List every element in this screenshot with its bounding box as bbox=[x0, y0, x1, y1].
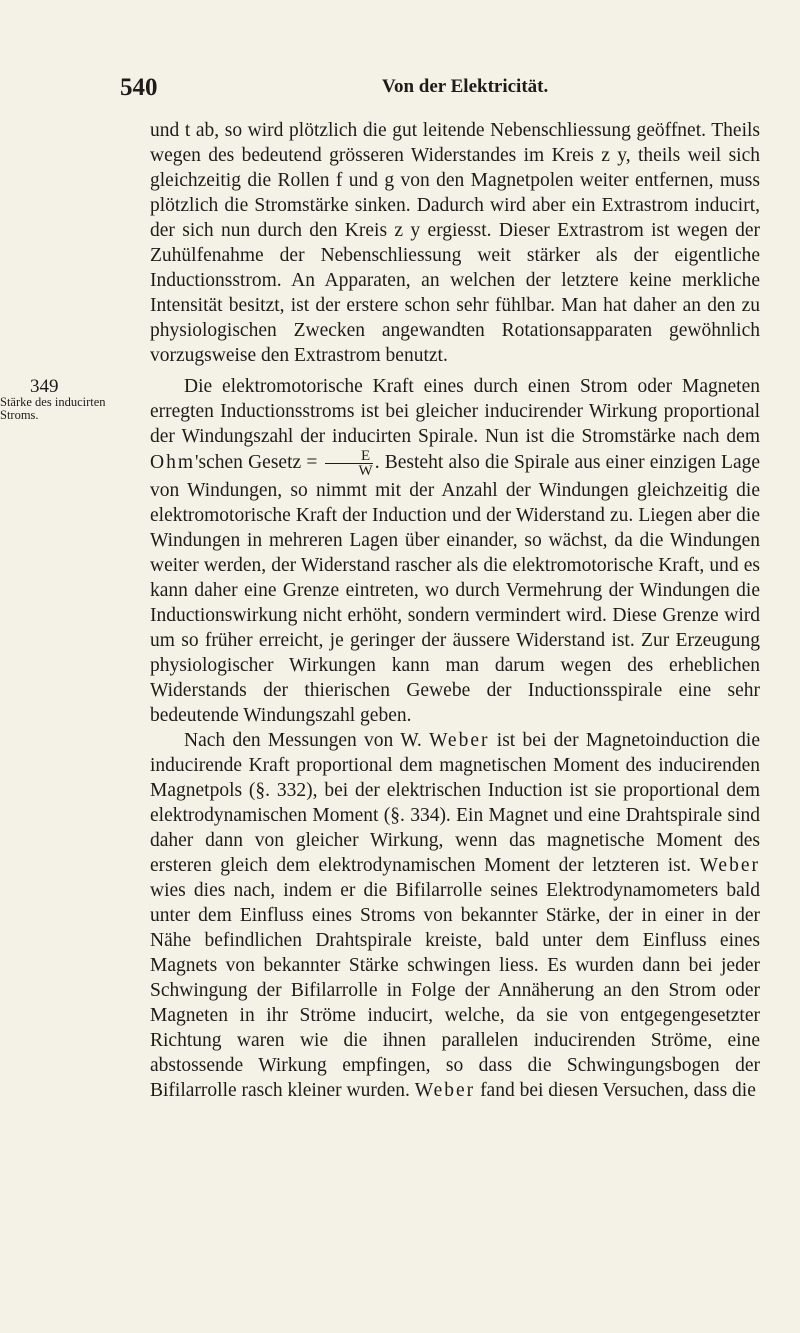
weber-text-3: wies dies nach, indem er die Bifilarrolle seines Elektrodynamometers bald unter dem Einfluss eines Stroms von bekannter Stärke, der in einer in der Nähe befindlichen Drahtspirale kreiste, bald unter dem Einfluss eines Magnets von bekannter Stärke schwingen liess. Es wurden dann bei jeder Schwingung der Bifilarrolle in Folge der Annäherung an den Strom oder Magneten in ihr Ströme inducirt, welche, da sie von entgegengesetzter Richtung waren wie die ihnen parallelen inducirenden Ströme, eine abstossende Wirkung empfingen, so dass die Schwingungsbogen der Bifilarrolle rasch kleiner wurden. bbox=[150, 880, 760, 1101]
paragraph-weber bbox=[150, 728, 760, 1103]
running-head: Von der Elektricität. bbox=[382, 76, 549, 97]
page-number: 540 bbox=[120, 74, 158, 101]
formula-numerator: E bbox=[325, 449, 373, 464]
section-paragraph bbox=[150, 374, 760, 728]
paragraph-continued: und t ab, so wird plötzlich die gut leitende Nebenschliessung geöffnet. Theils wegen des bedeutend grösseren Widerstandes im Kreis z y, theils weil sich gleichzeitig die Rollen f und g von den Magnetpolen weiter entfernen, muss plötzlich die Stromstärke sinken. Dadurch wird aber ein Extrastrom inducirt, der sich nun durch den Kreis z y ergiesst. Dieser Extrastrom ist wegen der Zuhülfenahme der Nebenschliessung weit stärker als der eigentliche Inductionsstrom. An Apparaten, an welchen der letztere keine merkliche Intensität besitzt, ist der erstere schon sehr fühlbar. Man hat daher an den zu physiologischen Zwecken angewandten Rotationsapparaten gewöhnlich vorzugsweise den Extrastrom benutzt. bbox=[150, 120, 760, 366]
section-text-3: . Besteht also die Spirale aus einer einzigen Lage von Windungen, so nimmt mit der Anzahl der Windungen gleichzeitig die elektromotorische Kraft der Induction und der Widerstand zu. Liegen aber die Windungen in mehreren Lagen über einander, so wächst, da die Windungen weiter werden, der Widerstand rascher als die elektromotorische Kraft, und es kann daher eine Grenze eintreten, wo durch Vermehrung der Windungen die Inductionswirkung nicht erhöht, sondern vermindert wird. Diese Grenze wird um so früher erreicht, je geringer der äussere Widerstand ist. Zur Erzeugung physiologischer Wirkungen kann man darum wegen des erheblichen Widerstands der thierischen Gewebe der Inductionsspirale eine sehr bedeutende Windungszahl geben. bbox=[150, 451, 761, 726]
weber-text-1: Nach den Messungen von W. bbox=[184, 730, 422, 751]
formula-denominator: W bbox=[358, 463, 373, 479]
section-text-1: Die elektromotorische Kraft eines durch einen Strom oder Magneten erregten Inductionsstroms ist bei gleicher inducirender Wirkung proportional der Windungszahl der inducirten Spirale. Nun ist die Stromstärke nach dem bbox=[150, 376, 760, 447]
section-number: 349 bbox=[30, 376, 59, 397]
weber-text-4: fand bei diesen Versuchen, dass die bbox=[480, 1080, 756, 1101]
ohm-formula bbox=[325, 449, 373, 478]
page-header bbox=[120, 74, 680, 106]
body-text bbox=[0, 118, 761, 1103]
author-name-weber-3: Weber bbox=[414, 1080, 476, 1101]
weber-text-2: ist bei der Magnetoinduction die inducirende Kraft proportional dem magnetischen Moment des inducirenden Magnetpols (§. 332), bei der elektrischen Induction ist sie proportional dem elektrodynamischen Moment (§. 334). Ein Magnet und eine Drahtspirale sind daher dann von gleicher Wirkung, wenn das magnetische Moment des ersteren gleich dem elektrodynamischen Moment der letzteren ist. bbox=[150, 730, 760, 876]
margin-note: Stärke des inducirten Stroms. bbox=[0, 395, 106, 422]
author-name-ohm: Ohm bbox=[150, 451, 195, 473]
author-name-weber-1: Weber bbox=[429, 730, 490, 751]
section-349 bbox=[0, 374, 761, 728]
author-name-weber-2: Weber bbox=[699, 855, 760, 876]
section-text-2: 'schen Gesetz = bbox=[195, 451, 318, 473]
